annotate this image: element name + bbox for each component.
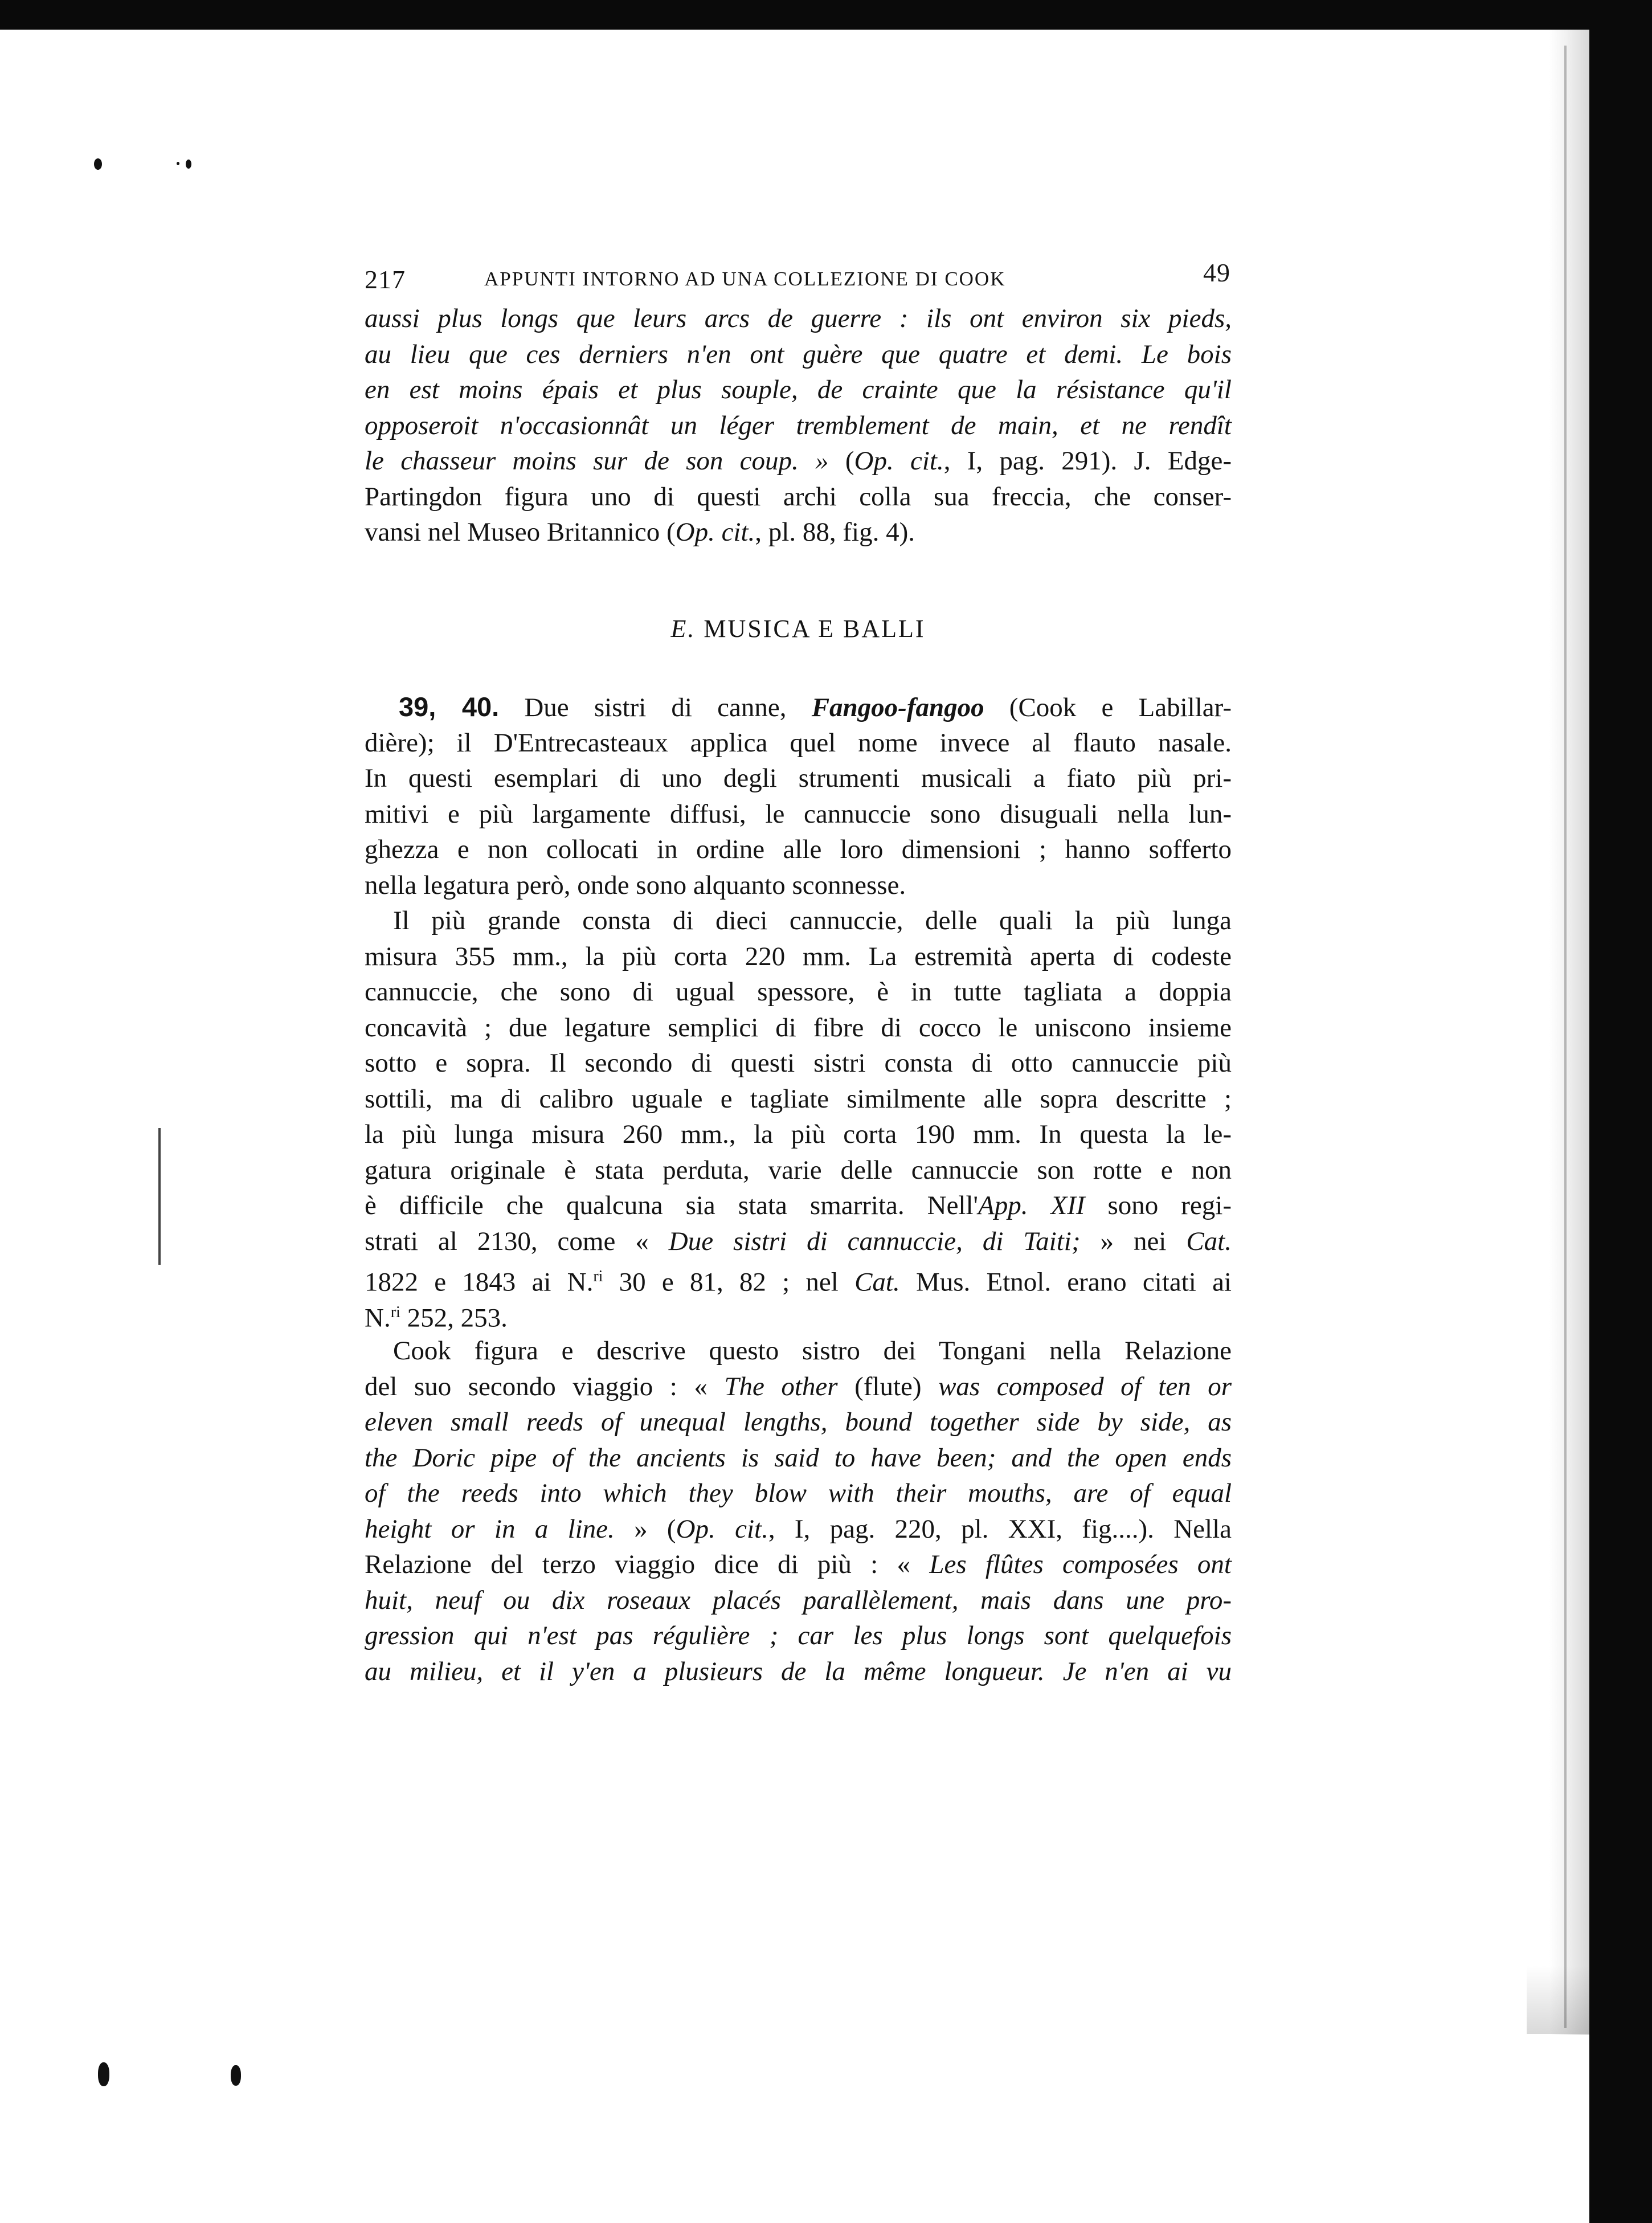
paragraph-continuation [365, 301, 1232, 550]
page-corner-shadow [1527, 1965, 1589, 2034]
text-line: nella legatura però, onde sono alquanto sconnesse. [365, 870, 906, 900]
text-line: 39, 40. Due sistri di canne, Fangoo-fangoo (Cook e Labillar- [399, 692, 1232, 722]
text-line: del suo secondo viaggio : « The other (flute) was composed of ten or [365, 1371, 1232, 1401]
text-line: the Doric pipe of the ancients is said to have been; and the open ends [365, 1443, 1232, 1473]
scan-mark [186, 160, 191, 169]
text-line: opposeroit n'occasionnât un léger tremblement de main, et ne rendît [365, 410, 1232, 440]
text-line: Relazione del terzo viaggio dice di più : « Les flûtes composées ont [365, 1550, 1232, 1579]
text-line: cannuccie, che sono di ugual spessore, è in tutte tagliata a doppia [365, 977, 1232, 1007]
text-line: au lieu que ces derniers n'en ont guère que quatre et demi. Le bois [365, 339, 1232, 369]
text-line: ghezza e non collocati in ordine alle loro dimensioni ; hanno sofferto [365, 835, 1232, 864]
paragraph-cook-quote [365, 1333, 1232, 1689]
text-line: le chasseur moins sur de son coup. » (Op. cit., I, pag. 291). J. Edge- [365, 446, 1232, 476]
text-line: gression qui n'est pas régulière ; car les plus longs sont quelquefois [365, 1621, 1232, 1650]
scan-mark [98, 2062, 109, 2086]
paragraph-description [365, 903, 1232, 1333]
margin-stroke [158, 1128, 161, 1265]
text-line: Partingdon figura uno di questi archi colla sua freccia, che conser- [365, 481, 1232, 512]
text-line: huit, neuf ou dix roseaux placés parallèlement, mais dans une pro- [365, 1585, 1232, 1615]
text-line: gatura originale è stata perduta, varie delle cannuccie son rotte e non [365, 1155, 1232, 1185]
text-line: concavità ; due legature semplici di fibre di cocco le uniscono insieme [365, 1012, 1232, 1043]
text-line: height or in a line. » (Op. cit., I, pag. 220, pl. XXI, fig....). Nella [365, 1514, 1232, 1544]
entry-number: 39, 40. [399, 692, 500, 722]
page-number-right: 49 [1203, 258, 1230, 287]
text-line: Cook figura e descrive questo sistro dei Tongani nella Relazione [393, 1336, 1232, 1366]
text-line: eleven small reeds of unequal lengths, bound together side by side, as [365, 1407, 1232, 1437]
text-line: mitivi e più largamente diffusi, le cannuccie sono disuguali nella lun- [365, 799, 1232, 829]
text-line: sottili, ma di calibro uguale e tagliate similmente alle sopra descritte ; [365, 1084, 1232, 1114]
scan-mark [94, 158, 102, 170]
paragraph-entry-39-40 [365, 689, 1232, 903]
page-edge-curl [1549, 30, 1589, 2035]
scan-border-right [1589, 0, 1652, 2223]
running-header [365, 258, 1230, 297]
text-line: sotto e sopra. Il secondo di questi sistri consta di otto cannuccie più [365, 1048, 1232, 1078]
text-line: en est moins épais et plus souple, de crainte que la résistance qu'il [365, 375, 1232, 404]
scan-mark [177, 162, 179, 165]
text-line: vansi nel Museo Britannico (Op. cit., pl. 88, fig. 4). [365, 517, 915, 547]
section-heading: E. MUSICA E BALLI [670, 615, 926, 643]
text-line: Il più grande consta di dieci cannuccie, delle quali la più lunga [393, 906, 1232, 935]
text-line: au milieu, et il y'en a plusieurs de la même longueur. Je n'en ai vu [365, 1656, 1232, 1686]
page-number-left: 217 [365, 265, 406, 294]
text-line: è difficile che qualcuna sia stata smarrita. Nell'App. XII sono regi- [365, 1191, 1232, 1220]
text-line: strati al 2130, come « Due sistri di cannuccie, di Taiti; » nei Cat. [365, 1226, 1232, 1256]
text-line: misura 355 mm., la più corta 220 mm. La estremità aperta di codeste [365, 941, 1232, 971]
text-line: In questi esemplari di uno degli strumenti musicali a fiato più pri- [365, 763, 1232, 793]
instrument-name: Fangoo-fangoo [811, 693, 984, 722]
text-line: la più lunga misura 260 mm., la più corta 190 mm. In questa la le- [365, 1119, 1232, 1149]
text-line: N.$^{ri}$ 252, 253. [365, 1303, 508, 1333]
scan-border-top [0, 0, 1652, 30]
text-line: of the reeds into which they blow with their mouths, are of equal [365, 1478, 1232, 1508]
page-edge-line [1564, 46, 1567, 2028]
scan-mark [231, 2065, 241, 2086]
text-line: aussi plus longs que leurs arcs de guerre : ils ont environ six pieds, [365, 304, 1232, 333]
text-line: 1822 e 1843 ai N.$^{ri}$ 30 e 81, 82 ; nel Cat. Mus. Etnol. erano citati ai [365, 1267, 1232, 1297]
running-title: APPUNTI INTORNO AD UNA COLLEZIONE DI COOK [484, 268, 1006, 290]
text-line: dière); il D'Entrecasteaux applica quel nome invece al flauto nasale. [365, 728, 1232, 758]
